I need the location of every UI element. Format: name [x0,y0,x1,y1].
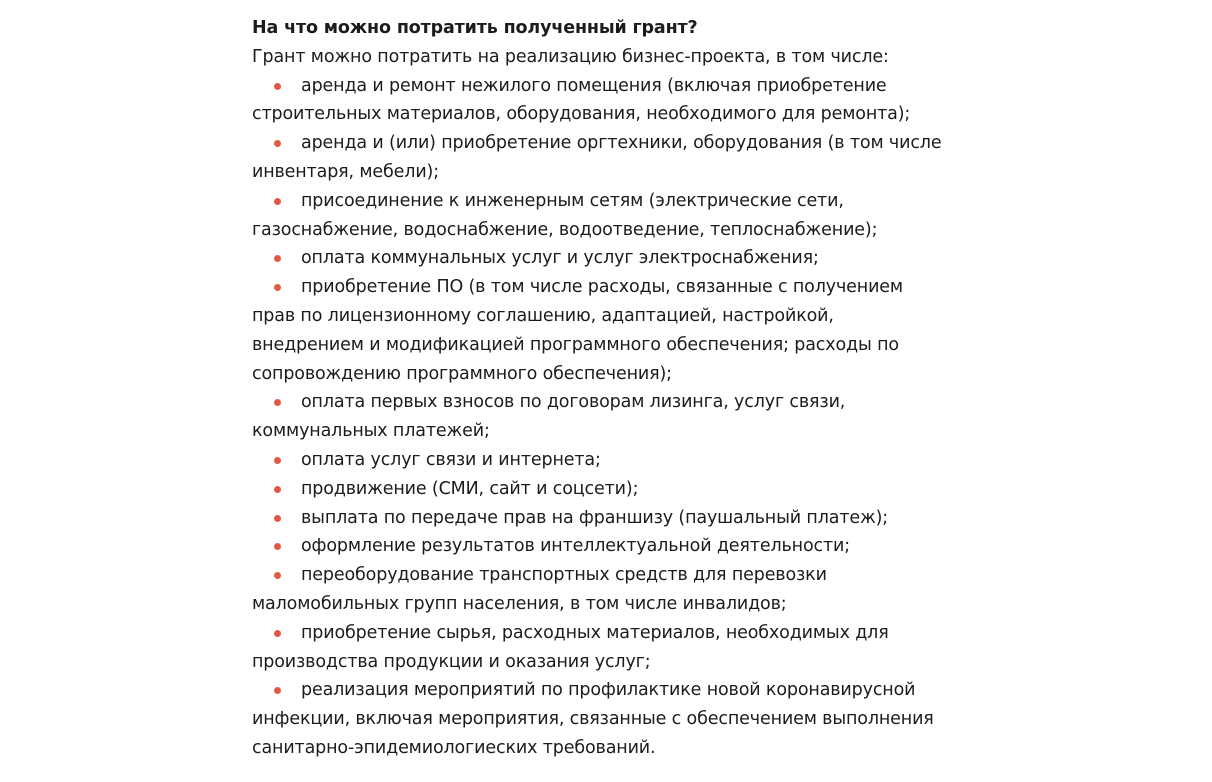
list-item [252,475,942,504]
list-item-text: приобретение ПО (в том числе расходы, связанные с получением прав по лицензионному соглашению, адаптацией, настройкой, внедрением и модификацией программного обеспечения; расходы по сопровождению программного обеспечения); [252,277,903,384]
list-item-text: выплата по передаче прав на франшизу (паушальный платеж); [301,507,889,528]
bullet-dot-icon [274,255,281,262]
bullet-dot-icon [274,687,281,694]
list-item [252,532,942,561]
list-item-text: реализация мероприятий по профилактике новой коронавирусной инфекции, включая мероприятия, связанные с обеспечением выполнения санитарно-эпидемиологиеских требований. [252,680,934,758]
bullet-dot-icon [274,284,281,291]
bullet-dot-icon [274,198,281,205]
list-item-text: приобретение сырья, расходных материалов, необходимых для производства продукции и оказания услуг; [252,622,889,672]
bullet-dot-icon [274,83,281,90]
bullet-dot-icon [274,399,281,406]
list-item-text: переоборудование транспортных средств для перевозки маломобильных групп населения, в том числе инвалидов; [252,565,827,614]
list-item [252,676,942,762]
list-item [252,504,942,533]
list-item-text: присоединение к инженерным сетям (электрические сети, газоснабжение, водоснабжение, водоотведение, теплоснабжение); [252,190,878,240]
bullet-dot-icon [274,486,281,493]
bullet-dot-icon [274,630,281,637]
intro-text: Грант можно потратить на реализацию бизнес-проекта, в том числе: [252,46,889,67]
bullet-dot-icon [274,515,281,522]
list-item [252,244,942,273]
list-item-text: оплата коммунальных услуг и услуг электроснабжения; [301,248,819,269]
bullet-dot-icon [274,140,281,147]
section-heading: На что можно потратить полученный грант? [252,18,698,38]
list-item-text: оплата первых взносов по договорам лизинга, услуг связи, коммунальных платежей; [252,392,846,442]
list-item [252,187,942,245]
list-item-text: аренда и (или) приобретение оргтехники, оборудования (в том числе инвентаря, мебели); [252,133,942,182]
grant-expenses-section [252,14,942,763]
expense-list [252,72,942,763]
list-item [252,446,942,475]
list-item [252,273,942,388]
list-item-text: продвижение (СМИ, сайт и соцсети); [301,478,639,499]
list-item-text: аренда и ремонт нежилого помещения (включая приобретение строительных материалов, оборудования, необходимого для ремонта); [252,75,911,125]
list-item [252,561,942,619]
list-item-text: оплата услуг связи и интернета; [301,449,601,470]
list-item [252,388,942,446]
list-item [252,619,942,677]
list-item [252,129,942,187]
bullet-dot-icon [274,457,281,464]
list-item [252,72,942,130]
list-item-text: оформление результатов интеллектуальной деятельности; [301,536,850,557]
bullet-dot-icon [274,543,281,550]
bullet-dot-icon [274,572,281,579]
